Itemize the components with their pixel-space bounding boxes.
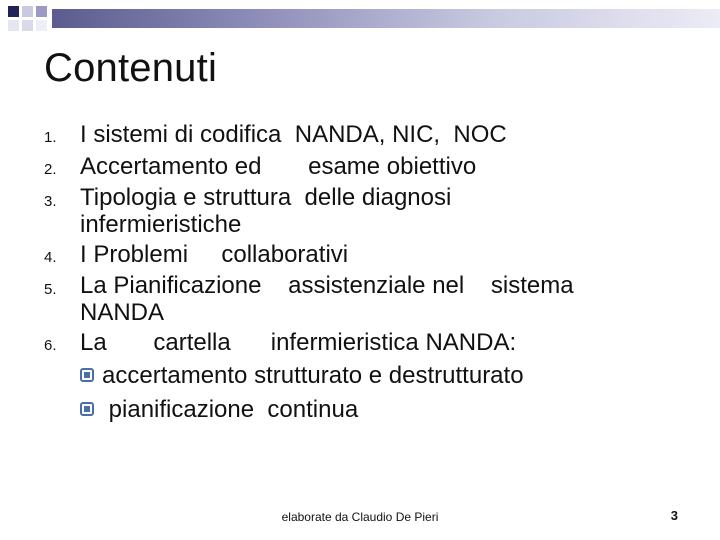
list-item-text: La cartella infermieristica NANDA: [80,329,517,356]
list-number: 4. [44,249,57,266]
list-item-text: Tipologia e struttura delle diagnosi infermieristiche [80,184,452,238]
page-number: 3 [670,508,678,523]
list-number: 6. [44,337,57,354]
list-item-text: I Problemi collaborativi [80,241,349,268]
header-gradient-bar [52,9,720,28]
sub-list-item [80,360,684,392]
list-number: 1. [44,129,57,146]
content-list [44,120,684,428]
list-number: 2. [44,161,57,178]
decoration-square-light [22,6,33,17]
list-item [44,152,684,182]
decoration-square-pale [8,20,19,31]
list-item-text: La Pianificazione assistenziale nel sistema NANDA [80,272,574,326]
slide-title: Contenuti [44,46,218,90]
list-item-text: I sistemi di codifica NANDA, NIC, NOC [80,121,507,148]
decoration-square-dark [8,6,19,17]
list-number: 5. [44,281,57,298]
sub-list-item [80,394,684,426]
list-item [44,272,684,326]
decoration-square-pale [36,20,47,31]
sub-list-item-text: accertamento strutturato e destrutturato [102,362,524,389]
list-item [44,240,684,270]
list-item [44,328,684,426]
decoration-square-mid [36,6,47,17]
list-item [44,184,684,238]
sub-list-item-text: pianificazione continua [102,396,359,423]
footer-credit: elaborate da Claudio De Pieri [281,510,439,524]
checkbox-bullet-icon [80,368,94,382]
decoration-square-light [22,20,33,31]
list-item [44,120,684,150]
list-item-text: Accertamento ed esame obiettivo [80,153,477,180]
list-number: 3. [44,193,57,210]
checkbox-bullet-icon [80,402,94,416]
